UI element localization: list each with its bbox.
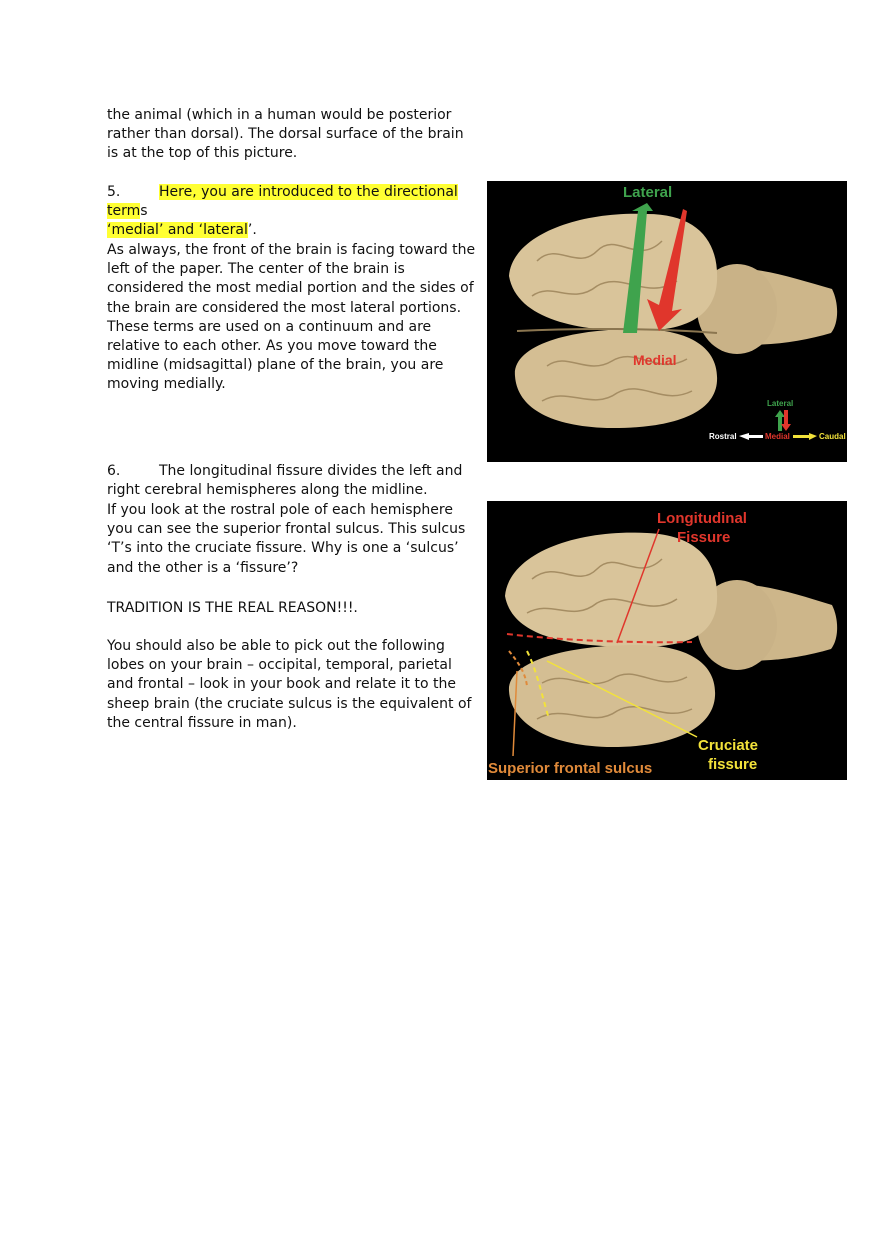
section-6-para2: If you look at the rostral pole of each hemisphere you can see the superior frontal sulcus. This sulcus ‘T’s into the cruciate fissure. Why is one a ‘sulcus’ and the other is a ‘fissure’? (107, 502, 466, 576)
legend-medial-arrow (781, 410, 791, 431)
section-5-line1-tail: s (140, 203, 148, 220)
label-cruciate-1: Cruciate (698, 737, 759, 754)
section-5-body: As always, the front of the brain is facing toward the left of the paper. The center of the brain is considered the most medial portion and the sides of the brain are considered the most lateral portions. These terms are used on a continuum and are relative to each other. As you move toward the midline (midsagittal) plane of the brain, you are moving medially. (107, 242, 476, 393)
label-longitudinal-2: Fissure (677, 529, 731, 546)
upper-hemisphere (509, 214, 717, 331)
brain-figure-fissures (487, 501, 847, 780)
label-lateral: Lateral (623, 184, 673, 201)
section-6-first-line: The longitudinal fissure divides the left and right cerebral hemispheres along the midline. (107, 463, 463, 499)
section-6-first (107, 462, 479, 500)
section-5-line2-tail: ’. (247, 222, 257, 239)
label-medial: Medial (633, 352, 677, 368)
lower-hemisphere (515, 329, 717, 428)
legend-lateral: Lateral (767, 399, 794, 408)
section-5-highlight-line1: Here, you are introduced to the directional term (107, 184, 458, 220)
brain-figure-lateral-medial (487, 181, 847, 462)
section-6-para3: You should also be able to pick out the following lobes on your brain – occipital, temporal, parietal and frontal – look in your book and relate it to the sheep brain (the cruciate sulcus is the equivalent of the central fissure in man). (107, 638, 472, 731)
tradition-line: TRADITION IS THE REAL REASON!!!. (107, 600, 358, 616)
section-6-number: 6. (107, 463, 121, 479)
lower-hemisphere-2 (509, 645, 715, 747)
legend-lateral-arrow (775, 410, 785, 431)
intro-paragraph: the animal (which in a human would be posterior rather than dorsal). The dorsal surface of the brain is at the top of this picture. (107, 107, 464, 162)
brain-figure-2-svg (487, 501, 847, 780)
label-longitudinal-1: Longitudinal (657, 510, 747, 527)
section-5-highlight-line2: ‘medial’ and ‘lateral (107, 222, 248, 239)
label-cruciate-2: fissure (708, 756, 758, 773)
label-superior-frontal-sulcus: Superior frontal sulcus (488, 760, 653, 777)
upper-hemisphere-2 (505, 533, 717, 647)
brain-figure-1-svg (487, 181, 847, 462)
section-5-number: 5. (107, 184, 121, 200)
section-5-heading (107, 183, 479, 241)
legend-caudal: Caudal (819, 432, 846, 441)
legend-caudal-arrow (793, 433, 817, 440)
legend-medial: Medial (765, 432, 790, 441)
legend-rostral-arrow (739, 433, 763, 440)
legend-rostral: Rostral (709, 432, 737, 441)
